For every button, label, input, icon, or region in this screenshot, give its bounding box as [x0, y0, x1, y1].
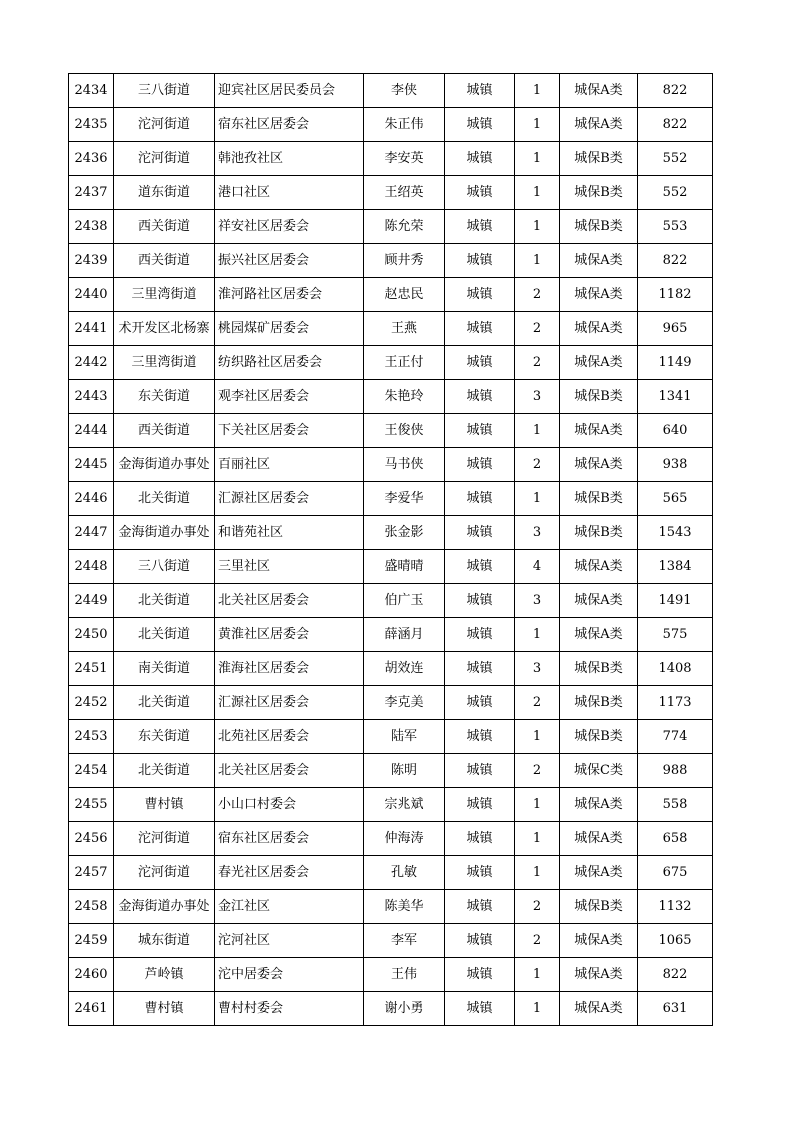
category-cell: 城保A类 [560, 958, 638, 992]
member-count-cell: 3 [515, 380, 560, 414]
community-cell: 小山口村委会 [215, 788, 364, 822]
category-cell: 城保B类 [560, 142, 638, 176]
household-type-cell: 城镇 [445, 720, 515, 754]
member-count-cell: 2 [515, 312, 560, 346]
member-count-cell: 1 [515, 720, 560, 754]
table-row [69, 720, 713, 754]
member-count-cell: 1 [515, 414, 560, 448]
table-row [69, 686, 713, 720]
amount-cell: 658 [638, 822, 713, 856]
member-count-cell: 2 [515, 754, 560, 788]
record-number-cell: 2460 [69, 958, 114, 992]
name-cell: 王俊侠 [364, 414, 445, 448]
table-row [69, 346, 713, 380]
record-number-cell: 2434 [69, 74, 114, 108]
name-cell: 谢小勇 [364, 992, 445, 1026]
household-type-cell: 城镇 [445, 448, 515, 482]
category-cell: 城保A类 [560, 788, 638, 822]
name-cell: 陈允荣 [364, 210, 445, 244]
household-type-cell: 城镇 [445, 142, 515, 176]
member-count-cell: 2 [515, 278, 560, 312]
category-cell: 城保A类 [560, 278, 638, 312]
category-cell: 城保C类 [560, 754, 638, 788]
category-cell: 城保A类 [560, 618, 638, 652]
household-type-cell: 城镇 [445, 108, 515, 142]
record-number-cell: 2457 [69, 856, 114, 890]
amount-cell: 1543 [638, 516, 713, 550]
data-table [68, 73, 713, 1026]
community-cell: 北关社区居委会 [215, 754, 364, 788]
amount-cell: 774 [638, 720, 713, 754]
category-cell: 城保A类 [560, 992, 638, 1026]
name-cell: 王正付 [364, 346, 445, 380]
table-row [69, 414, 713, 448]
table-row [69, 992, 713, 1026]
street-cell: 沱河街道 [114, 142, 215, 176]
category-cell: 城保B类 [560, 380, 638, 414]
name-cell: 仲海涛 [364, 822, 445, 856]
street-cell: 南关街道 [114, 652, 215, 686]
street-cell: 西关街道 [114, 210, 215, 244]
household-type-cell: 城镇 [445, 652, 515, 686]
member-count-cell: 1 [515, 856, 560, 890]
table-row [69, 448, 713, 482]
record-number-cell: 2448 [69, 550, 114, 584]
name-cell: 赵忠民 [364, 278, 445, 312]
category-cell: 城保B类 [560, 210, 638, 244]
street-cell: 曹村镇 [114, 992, 215, 1026]
member-count-cell: 1 [515, 108, 560, 142]
street-cell: 道东街道 [114, 176, 215, 210]
amount-cell: 675 [638, 856, 713, 890]
amount-cell: 1491 [638, 584, 713, 618]
record-number-cell: 2440 [69, 278, 114, 312]
record-number-cell: 2450 [69, 618, 114, 652]
community-cell: 淮河路社区居委会 [215, 278, 364, 312]
community-cell: 汇源社区居委会 [215, 482, 364, 516]
amount-cell: 1384 [638, 550, 713, 584]
name-cell: 王绍英 [364, 176, 445, 210]
community-cell: 百丽社区 [215, 448, 364, 482]
household-type-cell: 城镇 [445, 618, 515, 652]
member-count-cell: 1 [515, 618, 560, 652]
community-cell: 桃园煤矿居委会 [215, 312, 364, 346]
amount-cell: 565 [638, 482, 713, 516]
name-cell: 李军 [364, 924, 445, 958]
record-number-cell: 2435 [69, 108, 114, 142]
community-cell: 北关社区居委会 [215, 584, 364, 618]
household-type-cell: 城镇 [445, 754, 515, 788]
community-cell: 沱中居委会 [215, 958, 364, 992]
amount-cell: 552 [638, 176, 713, 210]
name-cell: 顾井秀 [364, 244, 445, 278]
name-cell: 王燕 [364, 312, 445, 346]
amount-cell: 988 [638, 754, 713, 788]
amount-cell: 965 [638, 312, 713, 346]
category-cell: 城保A类 [560, 74, 638, 108]
community-cell: 淮海社区居委会 [215, 652, 364, 686]
record-number-cell: 2449 [69, 584, 114, 618]
category-cell: 城保B类 [560, 176, 638, 210]
record-number-cell: 2444 [69, 414, 114, 448]
table-row [69, 924, 713, 958]
category-cell: 城保A类 [560, 312, 638, 346]
name-cell: 李侠 [364, 74, 445, 108]
table-body [69, 74, 713, 1026]
amount-cell: 553 [638, 210, 713, 244]
street-cell: 城东街道 [114, 924, 215, 958]
record-number-cell: 2446 [69, 482, 114, 516]
record-number-cell: 2461 [69, 992, 114, 1026]
record-number-cell: 2455 [69, 788, 114, 822]
household-type-cell: 城镇 [445, 414, 515, 448]
household-type-cell: 城镇 [445, 584, 515, 618]
table-row [69, 380, 713, 414]
street-cell: 曹村镇 [114, 788, 215, 822]
record-number-cell: 2451 [69, 652, 114, 686]
amount-cell: 822 [638, 958, 713, 992]
community-cell: 下关社区居委会 [215, 414, 364, 448]
record-number-cell: 2452 [69, 686, 114, 720]
amount-cell: 938 [638, 448, 713, 482]
amount-cell: 575 [638, 618, 713, 652]
community-cell: 汇源社区居委会 [215, 686, 364, 720]
table-row [69, 618, 713, 652]
street-cell: 北关街道 [114, 618, 215, 652]
street-cell: 金海街道办事处 [114, 448, 215, 482]
table-row [69, 482, 713, 516]
table-row [69, 584, 713, 618]
name-cell: 李爱华 [364, 482, 445, 516]
record-number-cell: 2458 [69, 890, 114, 924]
street-cell: 沱河街道 [114, 856, 215, 890]
category-cell: 城保A类 [560, 822, 638, 856]
category-cell: 城保B类 [560, 720, 638, 754]
street-cell: 三八街道 [114, 550, 215, 584]
member-count-cell: 1 [515, 822, 560, 856]
street-cell: 东关街道 [114, 380, 215, 414]
amount-cell: 1173 [638, 686, 713, 720]
record-number-cell: 2445 [69, 448, 114, 482]
category-cell: 城保A类 [560, 584, 638, 618]
street-cell: 北关街道 [114, 686, 215, 720]
street-cell: 三八街道 [114, 74, 215, 108]
community-cell: 祥安社区居委会 [215, 210, 364, 244]
household-type-cell: 城镇 [445, 380, 515, 414]
name-cell: 宗兆斌 [364, 788, 445, 822]
record-number-cell: 2447 [69, 516, 114, 550]
street-cell: 芦岭镇 [114, 958, 215, 992]
street-cell: 西关街道 [114, 244, 215, 278]
household-type-cell: 城镇 [445, 924, 515, 958]
member-count-cell: 1 [515, 244, 560, 278]
community-cell: 和谐苑社区 [215, 516, 364, 550]
household-type-cell: 城镇 [445, 278, 515, 312]
amount-cell: 640 [638, 414, 713, 448]
community-cell: 韩池孜社区 [215, 142, 364, 176]
community-cell: 宿东社区居委会 [215, 108, 364, 142]
street-cell: 北关街道 [114, 584, 215, 618]
community-cell: 迎宾社区居民委员会 [215, 74, 364, 108]
community-cell: 宿东社区居委会 [215, 822, 364, 856]
member-count-cell: 2 [515, 890, 560, 924]
table-row [69, 312, 713, 346]
household-type-cell: 城镇 [445, 890, 515, 924]
amount-cell: 822 [638, 108, 713, 142]
record-number-cell: 2439 [69, 244, 114, 278]
street-cell: 金海街道办事处 [114, 516, 215, 550]
amount-cell: 1065 [638, 924, 713, 958]
amount-cell: 1182 [638, 278, 713, 312]
member-count-cell: 1 [515, 176, 560, 210]
table-row [69, 754, 713, 788]
community-cell: 金江社区 [215, 890, 364, 924]
table-row [69, 652, 713, 686]
category-cell: 城保B类 [560, 482, 638, 516]
household-type-cell: 城镇 [445, 244, 515, 278]
member-count-cell: 2 [515, 346, 560, 380]
amount-cell: 1149 [638, 346, 713, 380]
category-cell: 城保A类 [560, 856, 638, 890]
member-count-cell: 4 [515, 550, 560, 584]
street-cell: 术开发区北杨寨 [114, 312, 215, 346]
table-row [69, 516, 713, 550]
amount-cell: 1341 [638, 380, 713, 414]
name-cell: 孔敏 [364, 856, 445, 890]
household-type-cell: 城镇 [445, 856, 515, 890]
household-type-cell: 城镇 [445, 210, 515, 244]
street-cell: 沱河街道 [114, 822, 215, 856]
street-cell: 三里湾街道 [114, 346, 215, 380]
table-row [69, 890, 713, 924]
community-cell: 三里社区 [215, 550, 364, 584]
name-cell: 胡效连 [364, 652, 445, 686]
member-count-cell: 1 [515, 992, 560, 1026]
household-type-cell: 城镇 [445, 992, 515, 1026]
member-count-cell: 2 [515, 448, 560, 482]
amount-cell: 822 [638, 74, 713, 108]
member-count-cell: 1 [515, 74, 560, 108]
table-row [69, 176, 713, 210]
household-type-cell: 城镇 [445, 346, 515, 380]
member-count-cell: 1 [515, 958, 560, 992]
category-cell: 城保B类 [560, 516, 638, 550]
record-number-cell: 2437 [69, 176, 114, 210]
table-row [69, 108, 713, 142]
table-row [69, 210, 713, 244]
name-cell: 陆军 [364, 720, 445, 754]
amount-cell: 631 [638, 992, 713, 1026]
record-number-cell: 2441 [69, 312, 114, 346]
community-cell: 曹村村委会 [215, 992, 364, 1026]
name-cell: 朱正伟 [364, 108, 445, 142]
community-cell: 观李社区居委会 [215, 380, 364, 414]
name-cell: 马书侠 [364, 448, 445, 482]
record-number-cell: 2454 [69, 754, 114, 788]
member-count-cell: 3 [515, 584, 560, 618]
member-count-cell: 1 [515, 142, 560, 176]
name-cell: 李克美 [364, 686, 445, 720]
category-cell: 城保B类 [560, 890, 638, 924]
category-cell: 城保B类 [560, 686, 638, 720]
name-cell: 张金影 [364, 516, 445, 550]
street-cell: 沱河街道 [114, 108, 215, 142]
household-type-cell: 城镇 [445, 312, 515, 346]
category-cell: 城保A类 [560, 924, 638, 958]
street-cell: 北关街道 [114, 754, 215, 788]
record-number-cell: 2459 [69, 924, 114, 958]
community-cell: 春光社区居委会 [215, 856, 364, 890]
household-type-cell: 城镇 [445, 482, 515, 516]
name-cell: 朱艳玲 [364, 380, 445, 414]
category-cell: 城保A类 [560, 244, 638, 278]
category-cell: 城保A类 [560, 346, 638, 380]
community-cell: 振兴社区居委会 [215, 244, 364, 278]
amount-cell: 558 [638, 788, 713, 822]
record-number-cell: 2443 [69, 380, 114, 414]
name-cell: 陈美华 [364, 890, 445, 924]
household-type-cell: 城镇 [445, 550, 515, 584]
name-cell: 伯广玉 [364, 584, 445, 618]
record-number-cell: 2456 [69, 822, 114, 856]
table-row [69, 278, 713, 312]
household-type-cell: 城镇 [445, 176, 515, 210]
category-cell: 城保B类 [560, 652, 638, 686]
member-count-cell: 1 [515, 210, 560, 244]
household-type-cell: 城镇 [445, 686, 515, 720]
member-count-cell: 3 [515, 652, 560, 686]
record-number-cell: 2453 [69, 720, 114, 754]
table-row [69, 822, 713, 856]
category-cell: 城保A类 [560, 108, 638, 142]
table-row [69, 74, 713, 108]
household-type-cell: 城镇 [445, 74, 515, 108]
name-cell: 李安英 [364, 142, 445, 176]
table-row [69, 142, 713, 176]
name-cell: 王伟 [364, 958, 445, 992]
table-row [69, 788, 713, 822]
street-cell: 西关街道 [114, 414, 215, 448]
name-cell: 盛晴晴 [364, 550, 445, 584]
category-cell: 城保A类 [560, 448, 638, 482]
member-count-cell: 1 [515, 788, 560, 822]
community-cell: 纺织路社区居委会 [215, 346, 364, 380]
name-cell: 薛涵月 [364, 618, 445, 652]
member-count-cell: 1 [515, 482, 560, 516]
amount-cell: 552 [638, 142, 713, 176]
amount-cell: 1132 [638, 890, 713, 924]
household-type-cell: 城镇 [445, 958, 515, 992]
amount-cell: 822 [638, 244, 713, 278]
name-cell: 陈明 [364, 754, 445, 788]
street-cell: 三里湾街道 [114, 278, 215, 312]
table-row [69, 244, 713, 278]
community-cell: 黄淮社区居委会 [215, 618, 364, 652]
record-number-cell: 2438 [69, 210, 114, 244]
household-type-cell: 城镇 [445, 788, 515, 822]
amount-cell: 1408 [638, 652, 713, 686]
table-row [69, 958, 713, 992]
category-cell: 城保A类 [560, 414, 638, 448]
record-number-cell: 2436 [69, 142, 114, 176]
member-count-cell: 3 [515, 516, 560, 550]
category-cell: 城保A类 [560, 550, 638, 584]
member-count-cell: 2 [515, 686, 560, 720]
record-number-cell: 2442 [69, 346, 114, 380]
table-row [69, 550, 713, 584]
household-type-cell: 城镇 [445, 822, 515, 856]
household-type-cell: 城镇 [445, 516, 515, 550]
community-cell: 沱河社区 [215, 924, 364, 958]
street-cell: 金海街道办事处 [114, 890, 215, 924]
member-count-cell: 2 [515, 924, 560, 958]
community-cell: 港口社区 [215, 176, 364, 210]
community-cell: 北苑社区居委会 [215, 720, 364, 754]
street-cell: 北关街道 [114, 482, 215, 516]
street-cell: 东关街道 [114, 720, 215, 754]
table-row [69, 856, 713, 890]
